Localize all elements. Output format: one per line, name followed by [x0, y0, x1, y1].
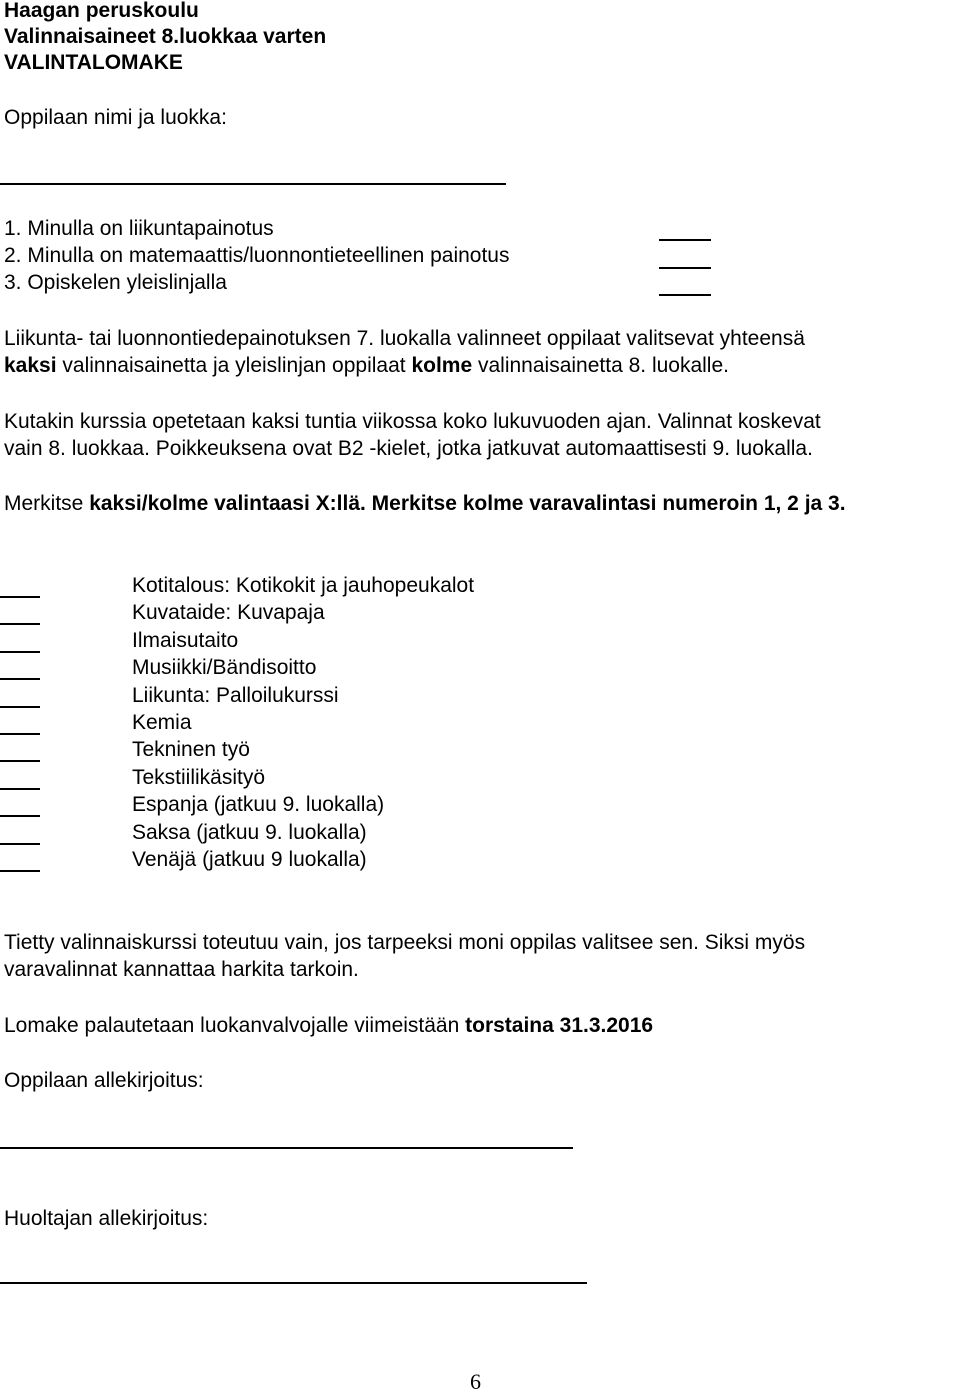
paragraph-1-line-2-mid: valinnaisainetta ja yleislinjan oppilaat: [56, 354, 412, 377]
option-label: Kotitalous: Kotikokit ja jauhopeukalot: [132, 574, 475, 597]
form-title: VALINTALOMAKE: [4, 51, 183, 74]
emphasis-blank-2[interactable]: [659, 267, 711, 269]
option-label: Espanja (jatkuu 9. luokalla): [132, 793, 385, 817]
emphasis-option-3: 3. Opiskelen yleislinjalla: [4, 271, 227, 294]
guardian-signature-field[interactable]: [0, 1282, 587, 1284]
option-blank[interactable]: [0, 760, 40, 762]
option-label: Tekninen työ: [132, 738, 250, 762]
bold-kolme: kolme: [411, 354, 473, 377]
option-blank[interactable]: [0, 706, 40, 708]
emphasis-blank-1[interactable]: [659, 239, 711, 241]
paragraph-1-line-2: [4, 353, 729, 379]
instruction-line: [4, 491, 846, 517]
form-subtitle: Valinnaisaineet 8.luokkaa varten: [4, 25, 327, 48]
bold-kaksi: kaksi: [4, 354, 57, 377]
option-blank[interactable]: [0, 733, 40, 735]
page-number: 6: [470, 1369, 481, 1394]
paragraph-2-line-1: Kutakin kurssia opetetaan kaksi tuntia viikossa koko lukuvuoden ajan. Valinnat koskevat: [4, 410, 821, 433]
paragraph-1-line-2-end: valinnaisainetta 8. luokalle.: [472, 354, 729, 377]
emphasis-blank-3[interactable]: [659, 294, 711, 296]
option-label: Venäjä (jatkuu 9 luokalla): [132, 848, 367, 871]
deadline-line: [4, 1013, 653, 1039]
option-label: Tekstiilikäsityö: [132, 765, 266, 789]
emphasis-option-2: 2. Minulla on matemaattis/luonnontieteellinen painotus: [4, 244, 510, 267]
instruction-bold-1: kaksi/kolme valintaasi X:llä.: [89, 492, 366, 515]
paragraph-2-line-2: vain 8. luokkaa. Poikkeuksena ovat B2 -kielet, jotka jatkuvat automaattisesti 9. luokalla.: [4, 437, 813, 460]
option-blank[interactable]: [0, 870, 40, 872]
option-blank[interactable]: [0, 843, 40, 845]
option-blank[interactable]: [0, 815, 40, 817]
guardian-signature-label: Huoltajan allekirjoitus:: [4, 1207, 209, 1230]
school-name: Haagan peruskoulu: [4, 0, 199, 22]
student-signature-label: Oppilaan allekirjoitus:: [4, 1069, 204, 1092]
option-label: Ilmaisutaito: [132, 628, 239, 652]
instruction-prefix: Merkitse: [4, 492, 90, 515]
deadline-date: torstaina 31.3.2016: [465, 1014, 654, 1037]
option-label: Kemia: [132, 711, 192, 734]
note-line-2: varavalinnat kannattaa harkita tarkoin.: [4, 958, 359, 981]
option-label: Liikunta: Palloilukurssi: [132, 683, 339, 707]
option-blank[interactable]: [0, 678, 40, 680]
paragraph-1-line-1: Liikunta- tai luonnontiedepainotuksen 7. luokalla valinneet oppilaat valitsevat yhteensä: [4, 327, 805, 350]
student-name-label: Oppilaan nimi ja luokka:: [4, 106, 227, 129]
option-blank[interactable]: [0, 623, 40, 625]
instruction-bold-2: Merkitse kolme varavalintasi numeroin 1, 2 ja 3.: [365, 492, 846, 515]
option-blank[interactable]: [0, 596, 40, 598]
student-signature-field[interactable]: [0, 1147, 573, 1149]
note-line-1: Tietty valinnaiskurssi toteutuu vain, jos tarpeeksi moni oppilas valitsee sen. Siksi myös: [4, 931, 806, 954]
option-label: Musiikki/Bändisoitto: [132, 656, 317, 680]
emphasis-option-1: 1. Minulla on liikuntapainotus: [4, 217, 274, 240]
option-blank[interactable]: [0, 651, 40, 653]
option-blank[interactable]: [0, 788, 40, 790]
deadline-prefix: Lomake palautetaan luokanvalvojalle viimeistään: [4, 1014, 466, 1037]
option-label: Kuvataide: Kuvapaja: [132, 601, 325, 625]
student-name-field[interactable]: [0, 183, 506, 185]
option-label: Saksa (jatkuu 9. luokalla): [132, 820, 367, 844]
